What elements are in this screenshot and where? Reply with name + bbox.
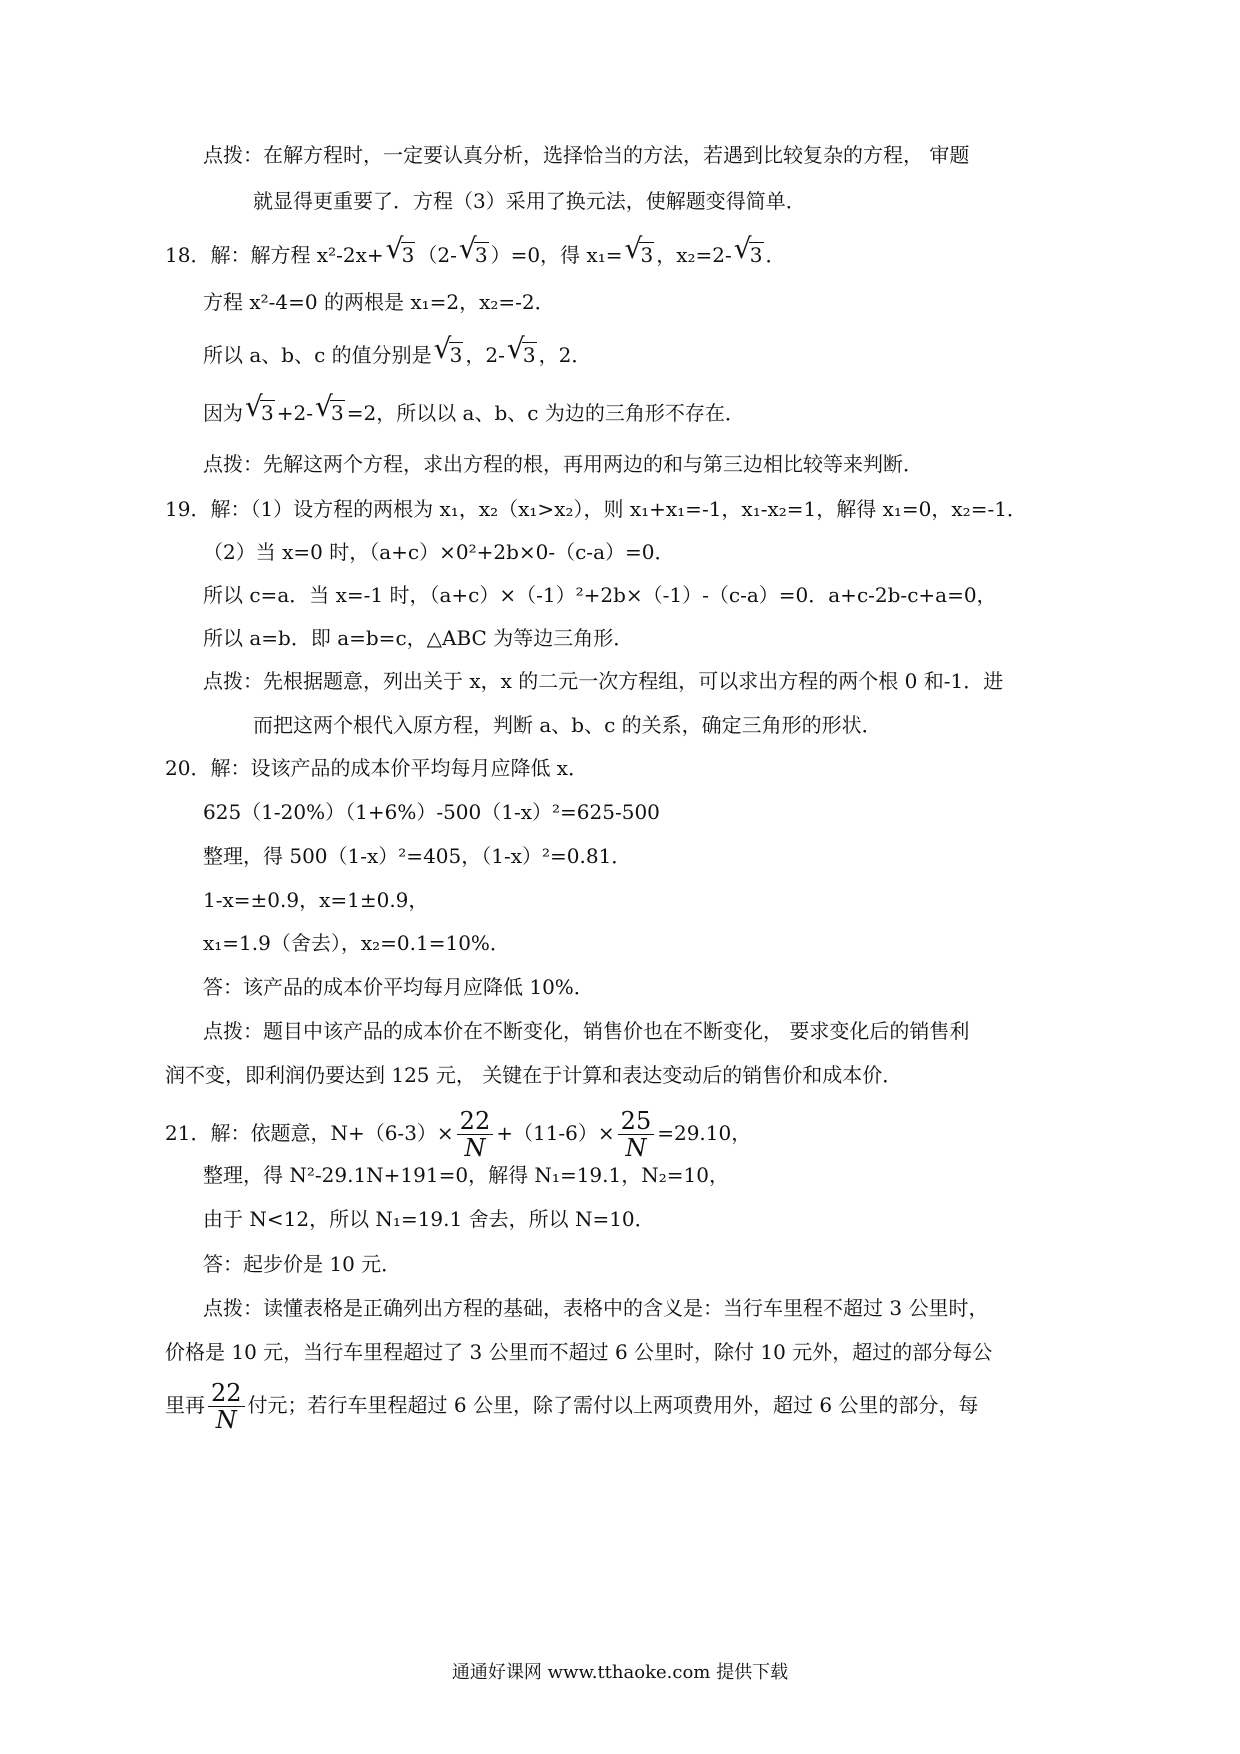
hint-line: 价格是 10 元，当行车里程超过了 3 公里而不超过 6 公里时，除付 10 元外，超过的部分每公: [165, 1340, 993, 1364]
text-line: 方程 x²-4=0 的两根是 x₁=2，x₂=-2．: [203, 290, 555, 314]
text-line: 由于 N<12，所以 N₁=19.1 舍去，所以 N=10．: [203, 1207, 655, 1231]
text-line: 整理，得 N²-29.1N+191=0，解得 N₁=19.1，N₂=10，: [203, 1163, 729, 1187]
text-line: （2）当 x=0 时，（a+c）×0²+2b×0-（c-a）=0．: [203, 540, 675, 564]
hint-line: 点拨：题目中该产品的成本价在不断变化，销售价也在不断变化， 要求变化后的销售利: [203, 1019, 970, 1043]
text-line: 整理，得 500（1-x）²=405，（1-x）²=0.81．: [203, 844, 632, 868]
solution-18-equation: 18．解：解方程 x²-2x+ √ 3 （2- √ 3 ）=0，得 x₁= √ 3 ，x₂=2- √ 3 ．: [165, 240, 786, 270]
fraction: $\frac{25}{N}$: [618, 1108, 655, 1161]
answer-line: 答：起步价是 10 元．: [203, 1252, 402, 1276]
text-line: 1-x=±0.9，x=1±0.9，: [203, 888, 429, 912]
hint-line: 点拨：读懂表格是正确列出方程的基础，表格中的含义是：当行车里程不超过 3 公里时，: [203, 1296, 989, 1320]
text-line: 所以 c=a．当 x=-1 时，（a+c）×（-1）²+2b×（-1）-（c-a）=0．a+c-2b-c+a=0，: [203, 583, 997, 607]
sqrt-symbol: √ 3: [458, 232, 488, 267]
sqrt-symbol: √ 3: [624, 232, 654, 267]
hint-line: 就显得更重要了．方程（3）采用了换元法，使解题变得简单．: [253, 189, 806, 213]
hint-line: 点拨：在解方程时，一定要认真分析，选择恰当的方法，若遇到比较复杂的方程， 审题: [203, 143, 970, 167]
text-line: 所以 a、b、c 的值分别是 √ 3 ，2- √ 3 ，2．: [203, 340, 591, 370]
sqrt-symbol: √ 3: [433, 332, 463, 367]
hint-line: 点拨：先解这两个方程，求出方程的根，再用两边的和与第三边相比较等来判断．: [203, 452, 923, 476]
text-line: 因为 √ 3 +2- √ 3 =2，所以以 a、b、c 为边的三角形不存在．: [203, 398, 745, 428]
page-footer: 通通好课网 www.tthaoke.com 提供下载: [451, 1662, 789, 1683]
solution-21-equation: 21．解：依题意，N+（6-3）× $\frac{22}{N}$ +（11-6）× $\frac{25}{N}$ =29.10，: [165, 1107, 752, 1162]
solution-20-line: 20．解：设该产品的成本价平均每月应降低 x．: [165, 756, 589, 780]
fraction: $\frac{22}{N}$: [457, 1108, 494, 1161]
solution-19-line: 19．解：（1）设方程的两根为 x₁，x₂（x₁>x₂），则 x₁+x₁=-1，x₁-x₂=1，解得 x₁=0，x₂=-1．: [165, 497, 1027, 521]
answer-line: 答：该产品的成本价平均每月应降低 10%．: [203, 975, 594, 999]
hint-line: 里再 $\frac{22}{N}$ 付元；若行车里程超过 6 公里，除了需付以上两项费用外，超过 6 公里的部分，每: [165, 1379, 979, 1434]
hint-line: 润不变，即利润仍要达到 125 元， 关键在于计算和表达变动后的销售价和成本价．: [165, 1063, 903, 1087]
sqrt-symbol: √ 3: [314, 390, 344, 425]
hint-line: 点拨：先根据题意，列出关于 x，x 的二元一次方程组，可以求出方程的两个根 0 和-1．进: [203, 669, 1004, 693]
text-line: 625（1-20%）（1+6%）-500（1-x）²=625-500: [203, 800, 660, 824]
text-line: x₁=1.9（舍去），x₂=0.1=10%．: [203, 931, 510, 955]
sqrt-symbol: √ 3: [506, 332, 536, 367]
text-line: 所以 a=b．即 a=b=c，△ABC 为等边三角形．: [203, 626, 634, 650]
hint-line: 而把这两个根代入原方程，判断 a、b、c 的关系，确定三角形的形状．: [253, 713, 882, 737]
sqrt-symbol: √ 3: [385, 232, 415, 267]
fraction: $\frac{22}{N}$: [208, 1380, 245, 1433]
sqrt-symbol: √ 3: [733, 232, 763, 267]
sqrt-symbol: √ 3: [245, 390, 274, 425]
